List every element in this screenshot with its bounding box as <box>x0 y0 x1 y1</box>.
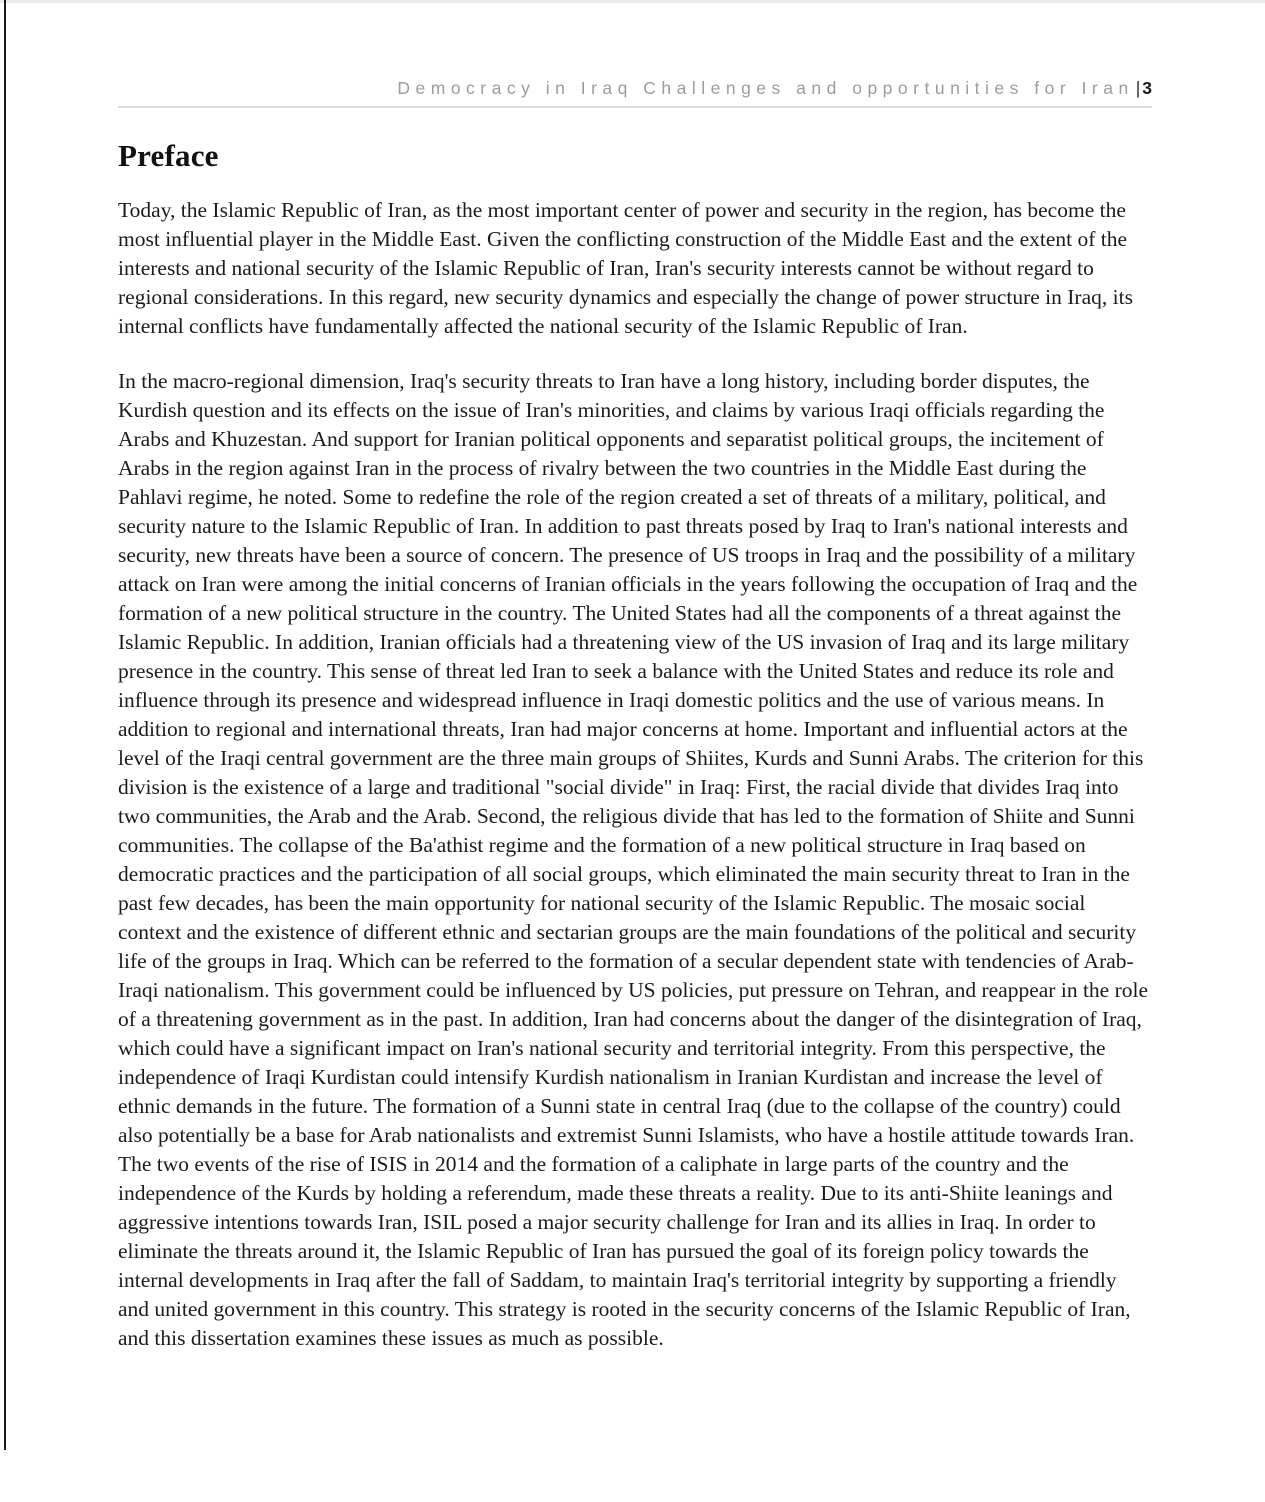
header-divider <box>118 106 1152 108</box>
header-separator: | <box>1135 78 1143 98</box>
paragraph-1: Today, the Islamic Republic of Iran, as the most important center of power and security in the region, has become the most influential player in the Middle East. Given the conflicting construction of the Middle East and the extent of the interests and national security of the Islamic Republic of Iran, Iran's security interests cannot be without regard to regional considerations. In this regard, new security dynamics and especially the change of power structure in Iraq, its internal conflicts have fundamentally affected the national security of the Islamic Republic of Iran. <box>118 198 1133 338</box>
page-number: 3 <box>1142 78 1152 98</box>
section-heading: Preface <box>118 138 219 173</box>
running-header <box>118 78 1152 99</box>
running-header-title: Democracy in Iraq Challenges and opportunities for Iran <box>397 78 1134 98</box>
page-content <box>118 0 1152 1353</box>
paragraph-2: In the macro-regional dimension, Iraq's security threats to Iran have a long history, including border disputes, the Kurdish question and its effects on the issue of Iran's minorities, and claims by various Iraqi officials regarding the Arabs and Khuzestan. And support for Iranian political opponents and separatist political groups, the incitement of Arabs in the region against Iran in the process of rivalry between the two countries in the Middle East during the Pahlavi regime, he noted. Some to redefine the role of the region created a set of threats of a military, political, and security nature to the Islamic Republic of Iran. In addition to past threats posed by Iraq to Iran's national interests and security, new threats have been a source of concern. The presence of US troops in Iraq and the possibility of a military attack on Iran were among the initial concerns of Iranian officials in the years following the occupation of Iraq and the formation of a new political structure in the country. The United States had all the components of a threat against the Islamic Republic. In addition, Iranian officials had a threatening view of the US invasion of Iraq and its large military presence in the country. This sense of threat led Iran to seek a balance with the United States and reduce its role and influence through its presence and widespread influence in Iraqi domestic politics and the use of various means. In addition to regional and international threats, Iran had major concerns at home. Important and influential actors at the level of the Iraqi central government are the three main groups of Shiites, Kurds and Sunni Arabs. The criterion for this division is the existence of a large and traditional "social divide" in Iraq: First, the racial divide that divides Iraq into two communities, the Arab and the Arab. Second, the religious divide that has led to the formation of Shiite and Sunni communities. The collapse of the Ba'athist regime and the formation of a new political structure in Iraq based on democratic practices and the participation of all social groups, which eliminated the main security threat to Iran in the past few decades, has been the main opportunity for national security of the Islamic Republic. The mosaic social context and the existence of different ethnic and sectarian groups are the main foundations of the political and security life of the groups in Iraq. Which can be referred to the formation of a secular dependent state with tendencies of Arab-Iraqi nationalism. This government could be influenced by US policies, put pressure on Tehran, and reappear in the role of a threatening government as in the past. In addition, Iran had concerns about the danger of the disintegration of Iraq, which could have a significant impact on Iran's national security and territorial integrity. From this perspective, the independence of Iraqi Kurdistan could intensify Kurdish nationalism in Iranian Kurdistan and increase the level of ethnic demands in the future. The formation of a Sunni state in central Iraq (due to the collapse of the country) could also potentially be a base for Arab nationalists and extremist Sunni Islamists, who have a hostile attitude towards Iran. The two events of the rise of ISIS in 2014 and the formation of a caliphate in large parts of the country and the independence of the Kurds by holding a referendum, made these threats a reality. Due to its anti-Shiite leanings and aggressive intentions towards Iran, ISIL posed a major security challenge for Iran and its allies in Iraq. In order to eliminate the threats around it, the Islamic Republic of Iran has pursued the goal of its foreign policy towards the internal developments in Iraq after the fall of Saddam, to maintain Iraq's territorial integrity by supporting a friendly and united government in this country. This strategy is rooted in the security concerns of the Islamic Republic of Iran, and this dissertation examines these issues as much as possible. <box>118 369 1149 1350</box>
window-left-edge <box>4 0 6 1450</box>
